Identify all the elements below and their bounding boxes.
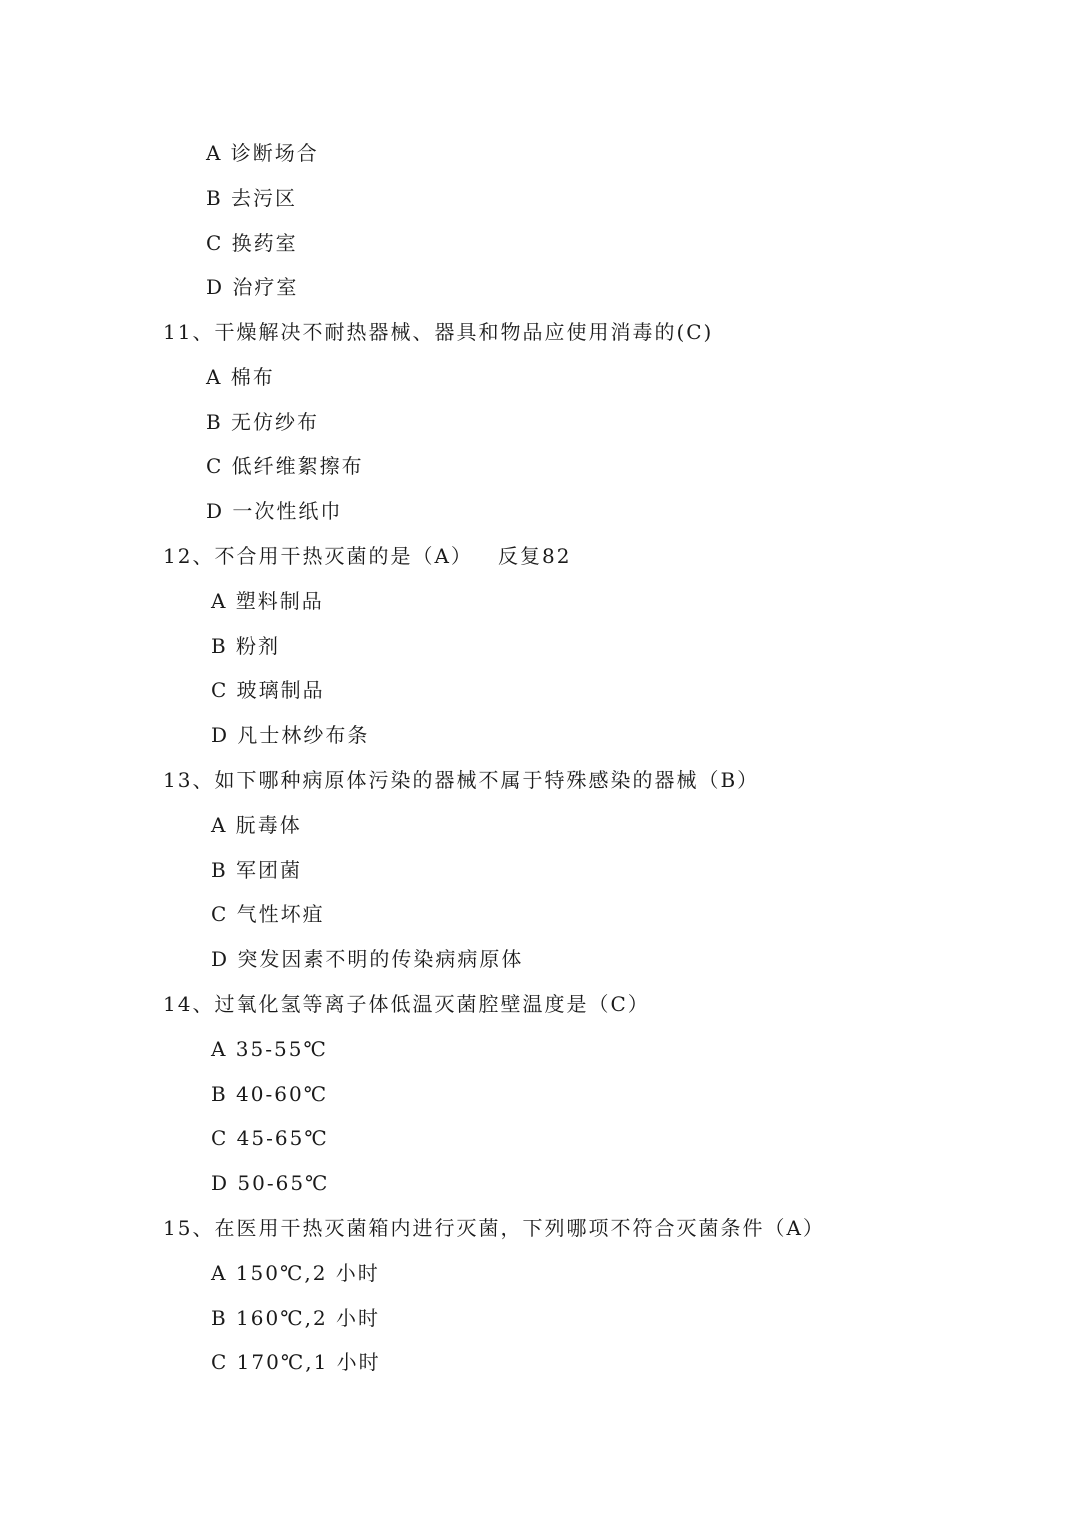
option-line: D 凡士林纱布条 xyxy=(211,723,370,747)
option-line: A 棉布 xyxy=(206,365,275,389)
option-line: B 去污区 xyxy=(206,186,298,210)
question-14: 14、过氧化氢等离子体低温灭菌腔壁温度是（C） xyxy=(163,992,650,1016)
option-line: D 突发因素不明的传染病病原体 xyxy=(211,947,524,971)
question-15: 15、在医用干热灭菌箱内进行灭菌，下列哪项不符合灭菌条件（A） xyxy=(163,1216,825,1240)
option-line: B 无仿纱布 xyxy=(206,410,320,434)
question-12: 12、不合用干热灭菌的是（A） 反复82 xyxy=(163,544,572,568)
option-line: B 军团菌 xyxy=(211,858,303,882)
option-line: D 治疗室 xyxy=(206,275,299,299)
option-line: C 45-65℃ xyxy=(211,1126,329,1150)
option-line: C 170℃,1 小时 xyxy=(211,1350,381,1374)
option-line: A 塑料制品 xyxy=(211,589,324,613)
question-11: 11、干燥解决不耐热器械、器具和物品应使用消毒的(C) xyxy=(163,320,714,344)
question-13: 13、如下哪种病原体污染的器械不属于特殊感染的器械（B） xyxy=(163,768,760,792)
option-line: C 玻璃制品 xyxy=(211,678,325,702)
option-line: A 35-55℃ xyxy=(211,1037,328,1061)
option-line: B 粉剂 xyxy=(211,634,281,658)
option-line: A 150℃,2 小时 xyxy=(211,1261,380,1285)
option-line: D 一次性纸巾 xyxy=(206,499,343,523)
option-line: B 40-60℃ xyxy=(211,1082,329,1106)
option-line: A 诊断场合 xyxy=(206,141,319,165)
option-line: A 朊毒体 xyxy=(211,813,302,837)
option-line: C 气性坏疽 xyxy=(211,902,325,926)
option-line: B 160℃,2 小时 xyxy=(211,1306,381,1330)
option-line: D 50-65℃ xyxy=(211,1171,330,1195)
option-line: C 低纤维絮擦布 xyxy=(206,454,364,478)
option-line: C 换药室 xyxy=(206,231,298,255)
